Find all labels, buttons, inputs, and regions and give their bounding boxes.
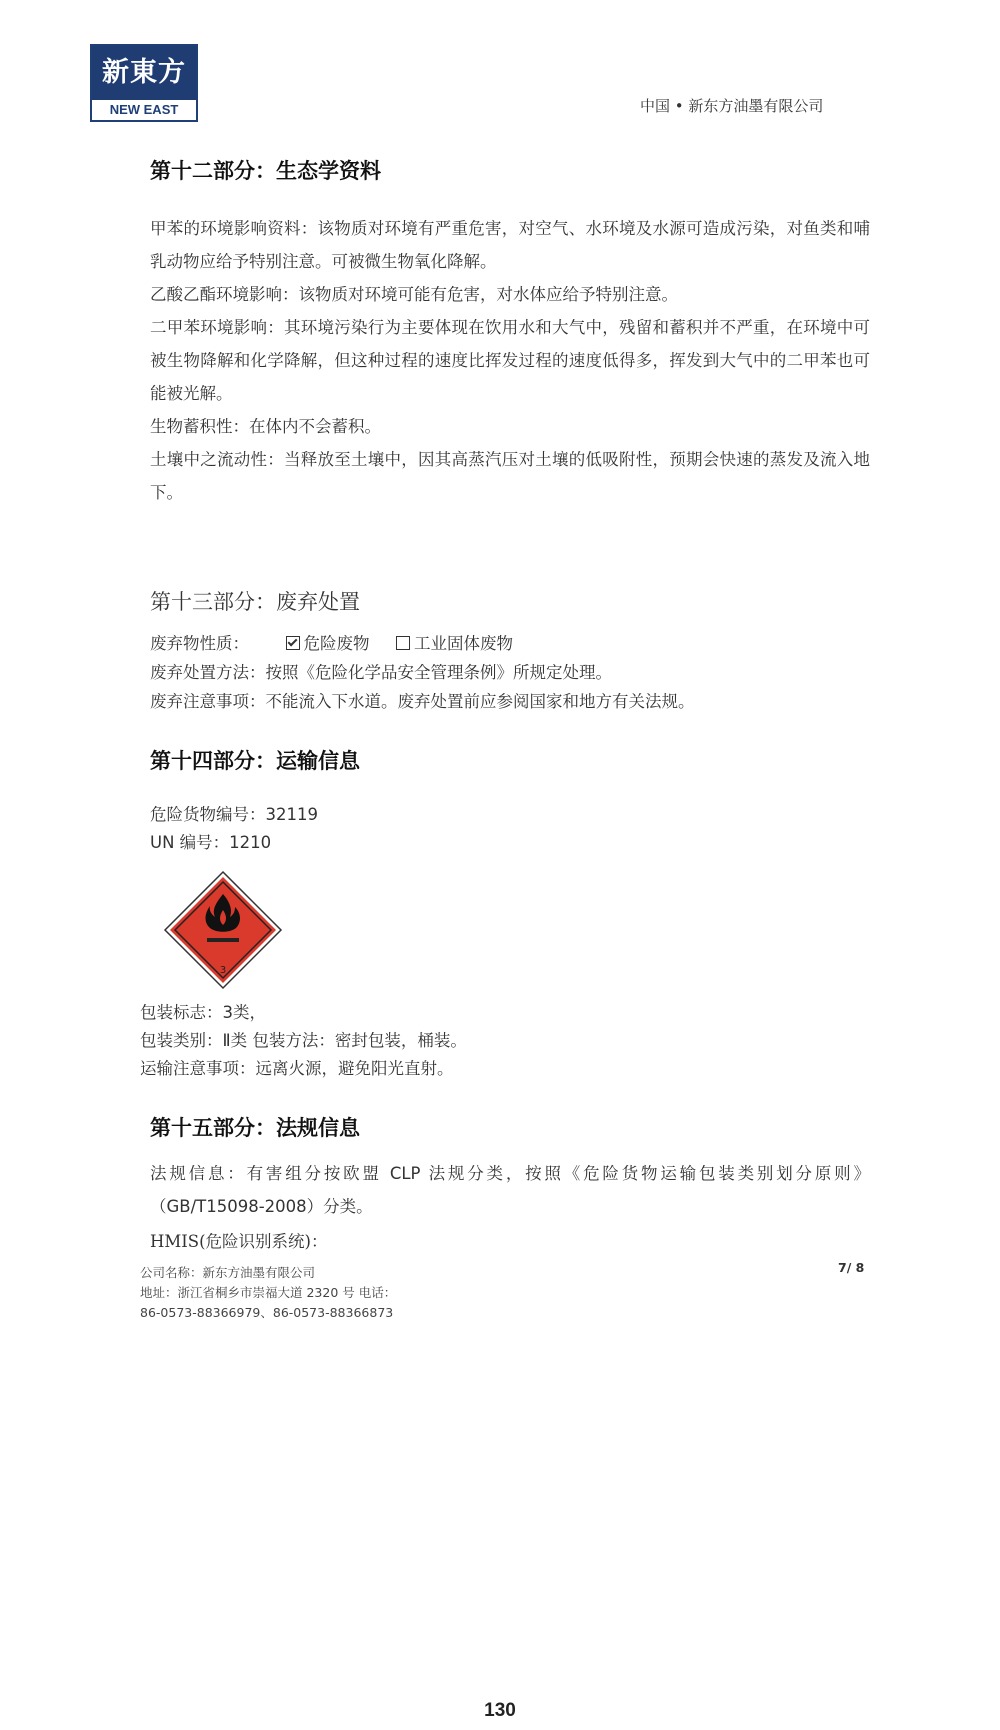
- industrial-waste-label: 工业固体废物: [414, 634, 513, 653]
- section-12-paragraph-toluene: 甲苯的环境影响资料：该物质对环境有严重危害，对空气、水环境及水源可造成污染，对鱼类和哺乳动物应给予特别注意。可被微生物氧化降解。: [150, 219, 870, 271]
- flammable-liquid-diamond-icon: [163, 870, 283, 990]
- header-company-name: 中国 • 新东方油墨有限公司: [640, 97, 824, 115]
- industrial-waste-checkbox: [396, 636, 410, 650]
- section-13-title: 第十三部分：废弃处置: [150, 590, 360, 614]
- regulation-info: 法规信息：有害组分按欧盟 CLP 法规分类，按照《危险货物运输包装类别划分原则》（GB/T15098-2008）分类。: [150, 1164, 870, 1216]
- section-12-paragraph-ethyl-acetate: 乙酸乙酯环境影响：该物质对环境可能有危害，对水体应给予特别注意。: [150, 285, 678, 304]
- footer-company: 公司名称：新东方油墨有限公司: [140, 1265, 316, 1280]
- logo-chinese-text: 新東方: [92, 46, 196, 100]
- dangerous-goods-number: 危险货物编号：32119: [150, 805, 318, 824]
- transport-notes: 运输注意事项：远离火源，避免阳光直射。: [140, 1059, 454, 1078]
- section-15-title: 第十五部分：法规信息: [150, 1116, 360, 1140]
- company-logo: [90, 44, 198, 122]
- section-12-title: 第十二部分：生态学资料: [150, 159, 381, 183]
- package-mark: 包装标志：3类，: [140, 1003, 266, 1022]
- waste-nature-row: [150, 630, 513, 654]
- page-number: 130: [484, 1700, 516, 1721]
- waste-nature-label: 废弃物性质：: [150, 634, 249, 653]
- footer-address: 地址：浙江省桐乡市崇福大道 2320 号 电话：: [140, 1285, 397, 1300]
- hazardous-waste-label: 危险废物: [303, 634, 370, 653]
- section-12-paragraph-soil-mobility: 土壤中之流动性：当释放至土壤中，因其高蒸汽压对土壤的低吸附性，预期会快速的蒸发及流入地下。: [150, 450, 870, 502]
- page-fraction: 7/ 8: [838, 1260, 865, 1275]
- disposal-method: 废弃处置方法：按照《危险化学品安全管理条例》所规定处理。: [150, 663, 612, 682]
- disposal-notes: 废弃注意事项：不能流入下水道。废弃处置前应参阅国家和地方有关法规。: [150, 692, 695, 711]
- un-number: UN 编号：1210: [150, 833, 272, 852]
- section-12-paragraph-bioaccumulation: 生物蓄积性：在体内不会蓄积。: [150, 417, 381, 436]
- hazard-class-digit: 3: [219, 965, 227, 976]
- logo-english-text: NEW EAST: [109, 102, 179, 117]
- footer-phones: 86-0573-88366979、86-0573-88366873: [140, 1305, 394, 1320]
- hmis-label: HMIS(危险识别系统)：: [150, 1232, 328, 1251]
- section-14-title: 第十四部分：运输信息: [150, 749, 360, 773]
- package-class: 包装类别：Ⅱ类 包装方法：密封包装，桶装。: [140, 1031, 467, 1050]
- hazardous-waste-checkbox: [286, 636, 300, 650]
- section-12-paragraph-xylene: 二甲苯环境影响：其环境污染行为主要体现在饮用水和大气中，残留和蓄积并不严重，在环境中可被生物降解和化学降解，但这种过程的速度比挥发过程的速度低得多，挥发到大气中的二甲苯也可能被光解。: [150, 318, 870, 403]
